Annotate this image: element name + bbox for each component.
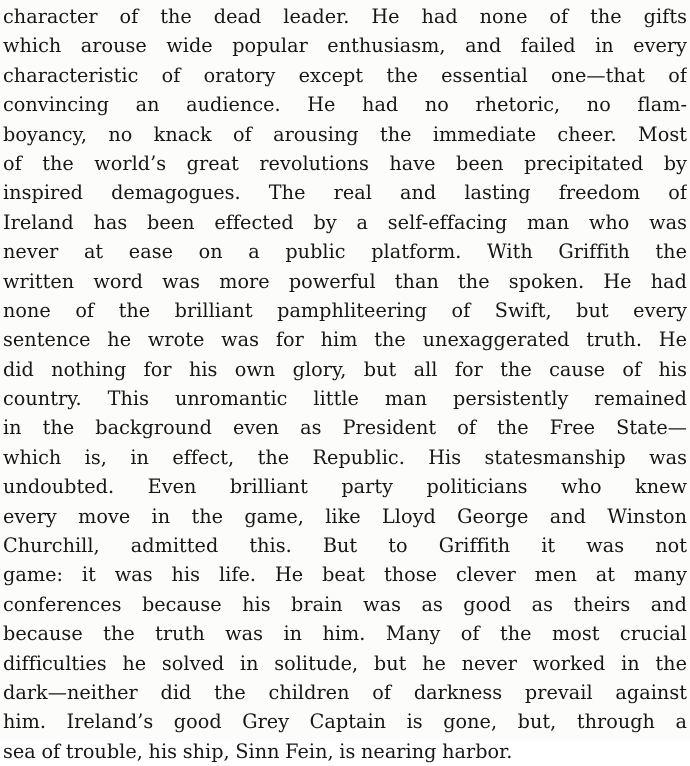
text-line: game: it was his life. He beat those clever men at many [3,563,687,587]
text-line: inspired demagogues. The real and lasting freedom of [3,181,687,205]
text-line: in the background even as President of the Free State— [3,416,687,440]
text-line: of the world’s great revolutions have been precipitated by [3,151,687,175]
text-line: never at ease on a public platform. With Griffith the [3,240,687,264]
text-line: character of the dead leader. He had none of the gifts [3,5,687,28]
text-line: sentence he wrote was for him the unexaggerated truth. He [3,328,687,352]
text-line: conferences because his brain was as good as theirs and [3,592,687,616]
text-line: dark—neither did the children of darkness prevail against [3,680,687,704]
text-line: which arouse wide popular enthusiasm, and failed in every [3,34,687,58]
text-line: characteristic of oratory except the essential one—that of [3,63,687,87]
text-line: every move in the game, like Lloyd George and Winston [3,504,687,528]
text-line: written word was more powerful than the spoken. He had [3,269,687,293]
text-line: which is, in effect, the Republic. His statesmanship was [3,445,687,469]
text-line: none of the brilliant pamphliteering of Swift, but every [3,298,687,322]
text-line: because the truth was in him. Many of the most crucial [3,622,687,646]
text-line: undoubted. Even brilliant party politicians who knew [3,475,687,499]
text-line: boyancy, no knack of arousing the immediate cheer. Most [3,122,687,146]
text-line: him. Ireland’s good Grey Captain is gone, but, through a [3,710,687,734]
article-text [3,2,687,766]
text-line: Ireland has been effected by a self-effacing man who was [3,210,687,234]
text-line: Churchill, admitted this. But to Griffith it was not [3,534,687,558]
text-line: difficulties he solved in solitude, but he never worked in the [3,651,687,675]
text-line: country. This unromantic little man persistently remained [3,387,687,411]
text-line: did nothing for his own glory, but all for the cause of his [3,357,687,381]
text-line: sea of trouble, his ship, Sinn Fein, is nearing harbor. [3,739,513,763]
text-line: convincing an audience. He had no rhetoric, no flam- [3,93,687,117]
